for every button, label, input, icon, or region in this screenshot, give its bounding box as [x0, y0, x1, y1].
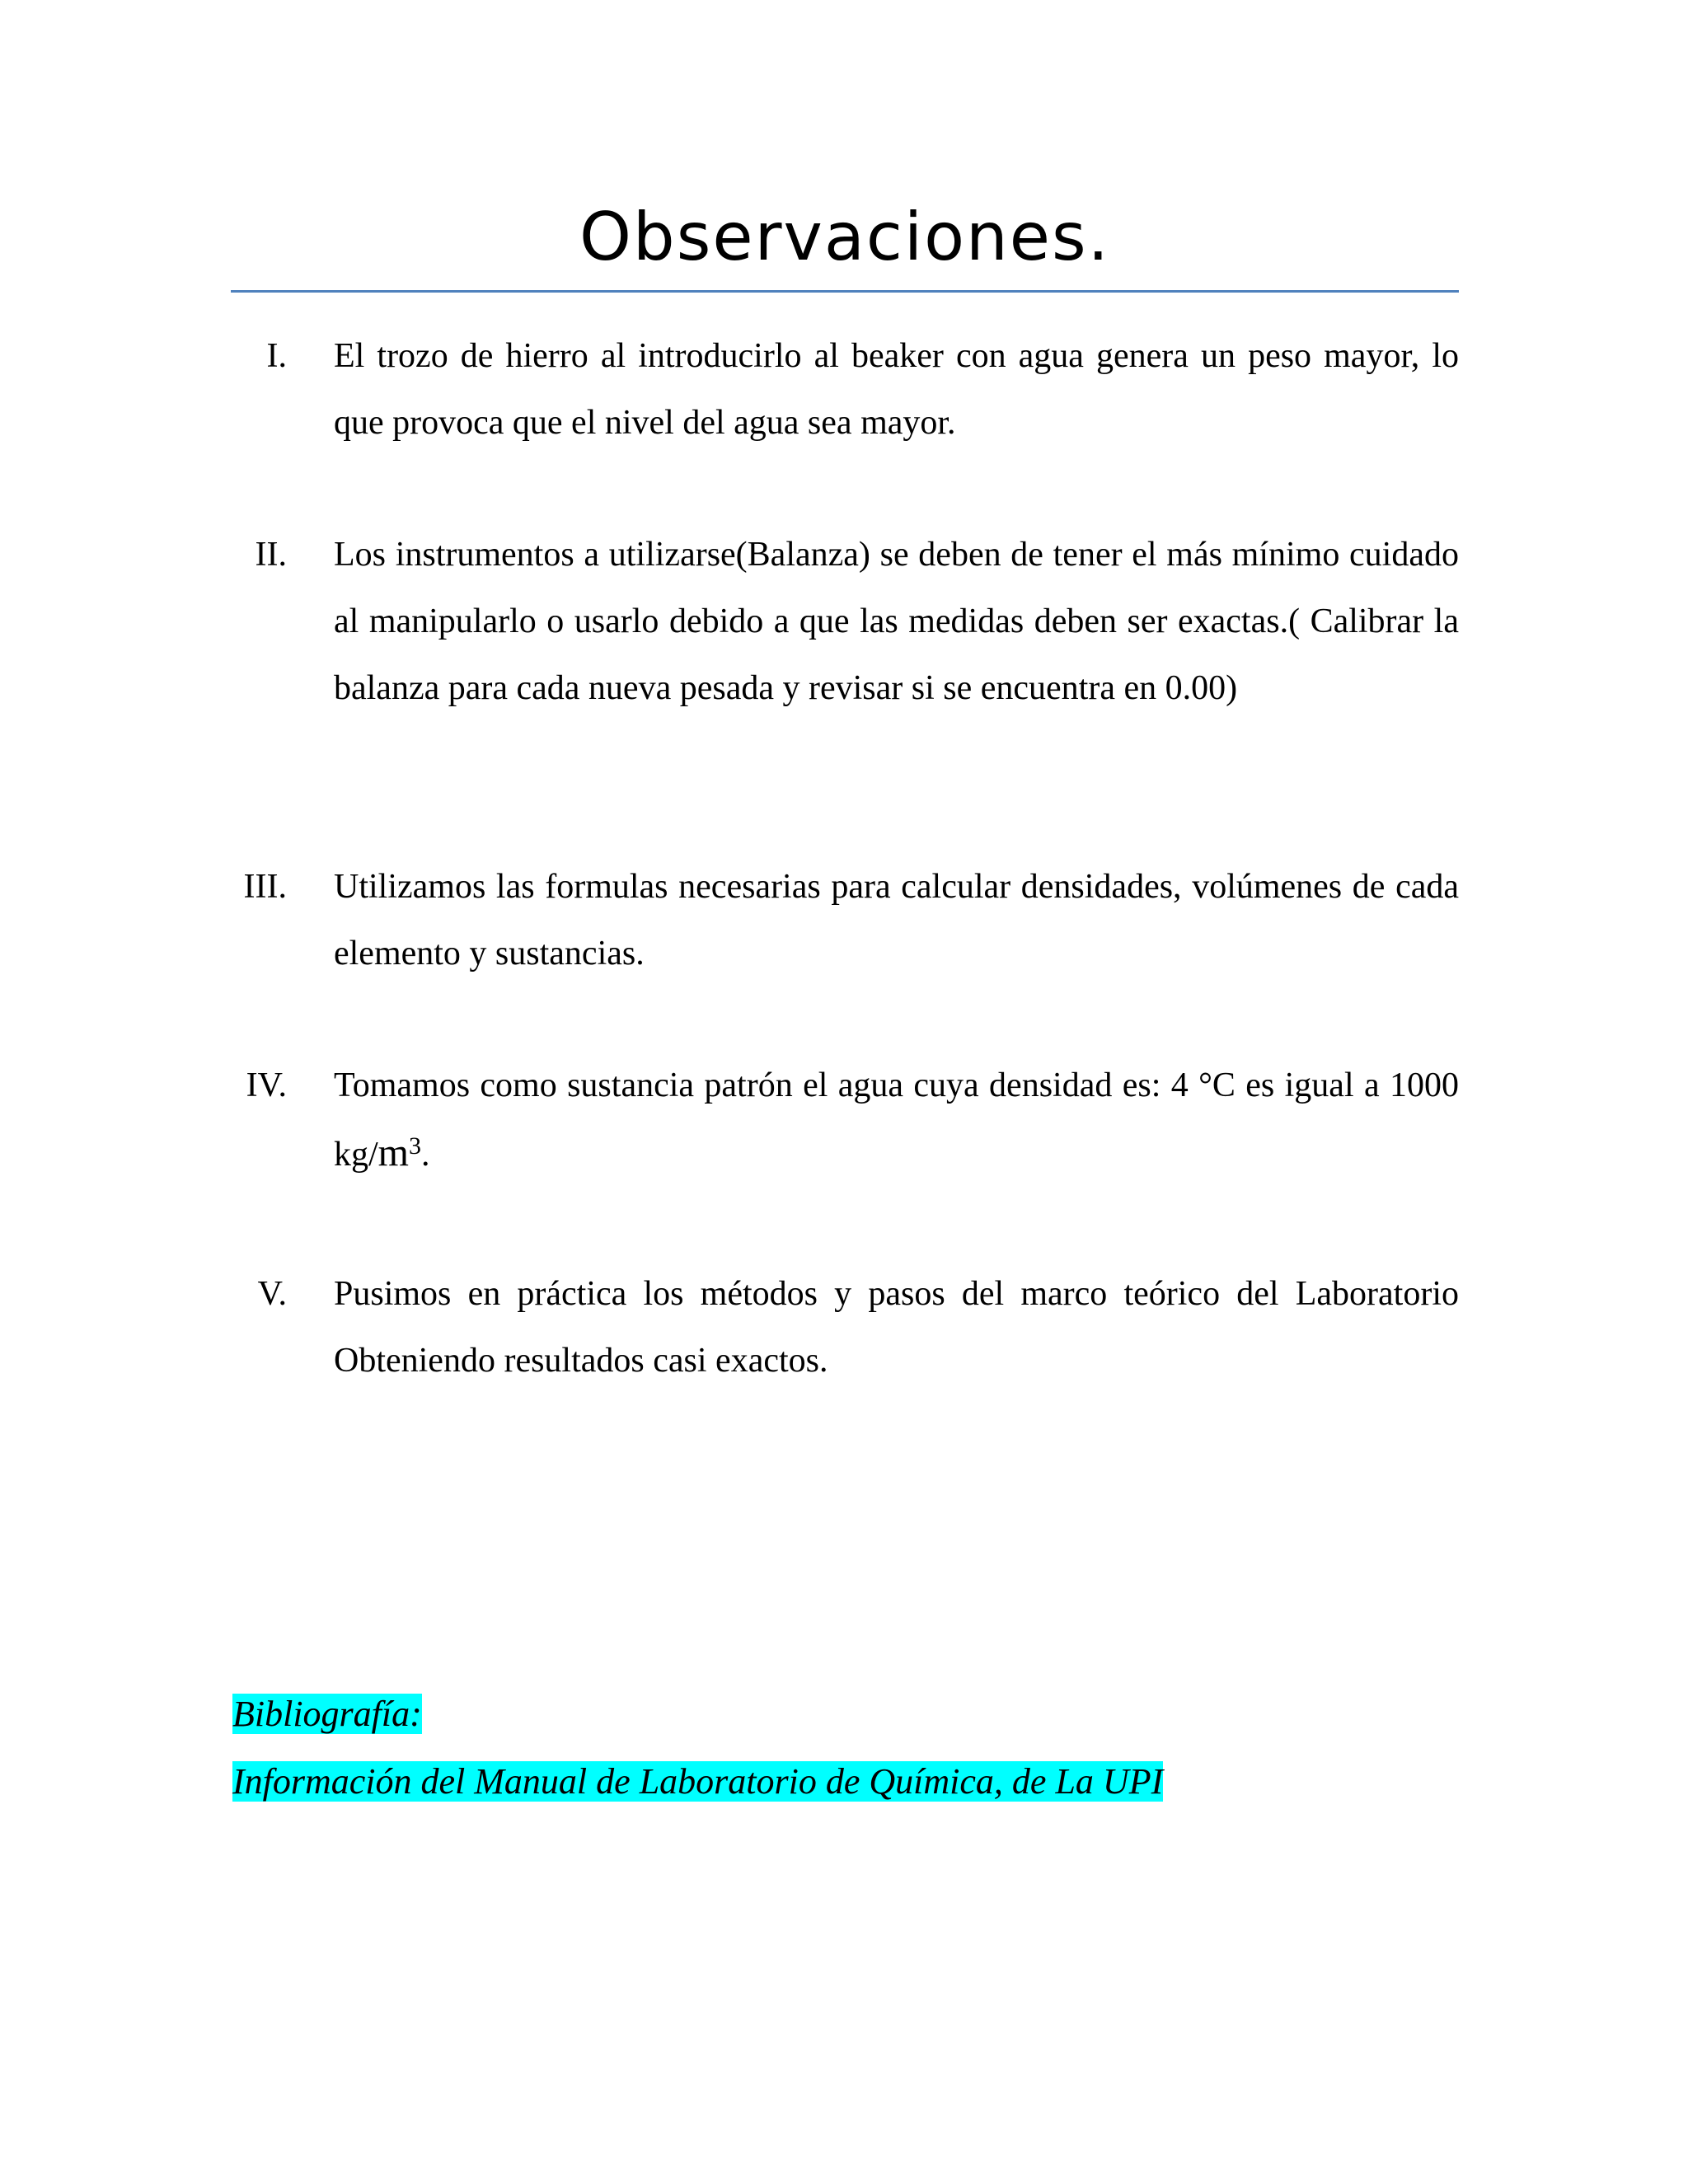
- observation-text: Utilizamos las formulas necesarias para calcular densidades, volúmenes de cada elemento y sustancias.: [334, 868, 1459, 972]
- observation-numeral: V.: [257, 1275, 287, 1313]
- observation-text-part: Tomamos como sustancia patrón el agua cuya densidad es: 4 °C es igual a 1000 kg/: [334, 1066, 1459, 1174]
- observations-list: [231, 0, 1459, 2184]
- bibliography: [232, 1680, 1163, 1816]
- bibliography-entry-line: [232, 1748, 1163, 1816]
- observation-numeral: IV.: [246, 1066, 287, 1104]
- observation-text: Los instrumentos a utilizarse(Balanza) se deben de tener el más mínimo cuidado al manipularlo o usarlo debido a que las medidas deben ser exactas.( Calibrar la balanza para cada nueva pesada y revisar si se encuentra en 0.00): [334, 536, 1459, 707]
- observation-text: El trozo de hierro al introducirlo al beaker con agua genera un peso mayor, lo que provoca que el nivel del agua sea mayor.: [334, 337, 1459, 442]
- bibliography-heading: Bibliografía:: [232, 1694, 422, 1734]
- observation-numeral: I.: [266, 337, 287, 375]
- bibliography-entry: Información del Manual de Laboratorio de Química, de La UPI: [232, 1761, 1164, 1802]
- observation-text: Pusimos en práctica los métodos y pasos del marco teórico del Laboratorio Obteniendo resultados casi exactos.: [334, 1275, 1459, 1380]
- observation-numeral: II.: [255, 536, 287, 574]
- density-unit: m: [377, 1131, 410, 1174]
- bibliography-heading-line: [232, 1680, 1163, 1748]
- observation-text-end: .: [421, 1136, 430, 1174]
- page-title: Observaciones.: [579, 199, 1111, 275]
- unit-exponent: 3: [409, 1132, 422, 1160]
- observation-numeral: III.: [243, 868, 287, 906]
- observation-text: [334, 1052, 1459, 1188]
